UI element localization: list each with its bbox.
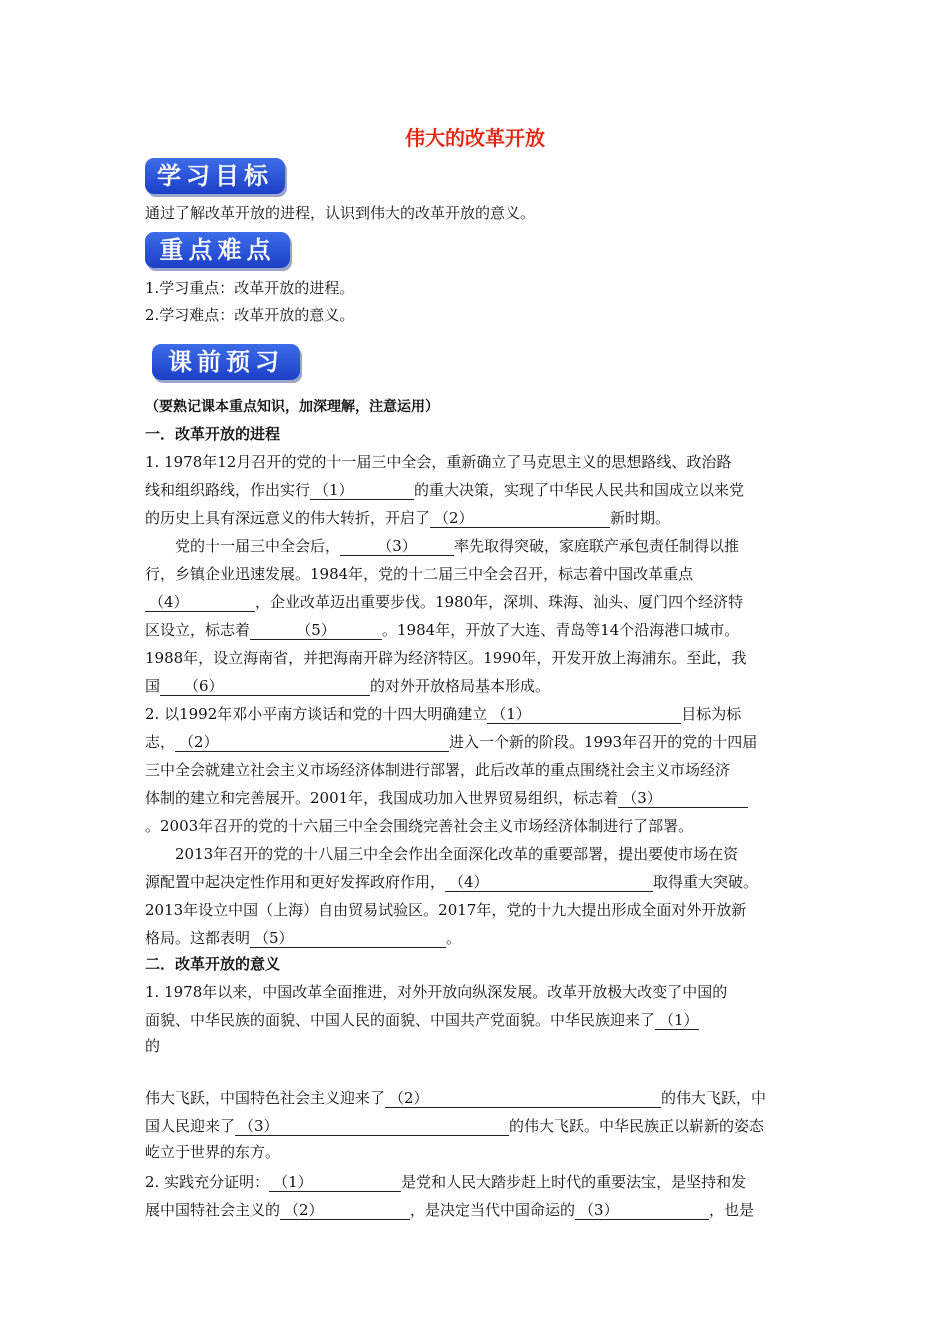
fill-blank-3[interactable]: （3） <box>235 1117 509 1136</box>
p5-line-2 <box>145 1010 699 1030</box>
fill-blank-4[interactable]: （4） <box>445 873 653 892</box>
text: 展中国特社会主义的 <box>145 1201 281 1219</box>
text: 伟大飞跃，中国特色社会主义迎来了 <box>145 1089 386 1107</box>
p2-line-5: 1988年，设立海南省，并把海南开辟为经济特区。1990年，开发开放上海浦东。至此，我 <box>145 649 747 667</box>
fill-blank-1[interactable]: （1） <box>487 705 681 724</box>
p2-line-6 <box>145 676 550 696</box>
text: 2. 实践充分证明： <box>145 1173 270 1191</box>
text: 格局。这都表明 <box>145 929 251 947</box>
p1-line-3 <box>145 508 670 528</box>
fill-blank-1[interactable]: （1） <box>655 1011 699 1030</box>
section-2-heading: 二．改革开放的意义 <box>145 955 281 973</box>
text: 的对外开放格局基本形成。 <box>370 677 551 695</box>
p2-line-2: 行，乡镇企业迅速发展。1984年，党的十二届三中全会召开，标志着中国改革重点 <box>145 565 694 583</box>
text: 的伟大飞跃。中华民族正以崭新的姿态 <box>509 1117 765 1135</box>
p4-line-2 <box>145 872 758 892</box>
p3-line-3: 三中全会就建立社会主义市场经济体制进行部署，此后改革的重点围绕社会主义市场经济 <box>145 761 731 779</box>
text: 的伟大飞跃，中 <box>661 1089 767 1107</box>
fill-blank-2[interactable]: （2） <box>280 1201 410 1220</box>
fill-blank-5[interactable]: （5） <box>250 621 382 640</box>
p1-line-2 <box>145 480 744 500</box>
goals-text: 通过了解改革开放的进程，认识到伟大的改革开放的意义。 <box>145 204 536 222</box>
text: 的历史上具有深远意义的伟大转折，开启了 <box>145 509 431 527</box>
fill-blank-2[interactable]: （2） <box>175 733 449 752</box>
p4-line-4 <box>145 928 461 948</box>
text: 是党和人民大踏步赶上时代的重要法宝，是坚持和发 <box>401 1173 747 1191</box>
p6-line-1 <box>145 1172 746 1192</box>
text: 进入一个新的阶段。1993年召开的党的十四届 <box>449 733 758 751</box>
text: 国 <box>145 677 161 695</box>
banner-preview: 课前预习 <box>152 344 300 380</box>
p4-line-1: 2013年召开的党的十八届三中全会作出全面深化改革的重要部署，提出要使市场在资 <box>175 845 739 863</box>
p6-line-2 <box>145 1200 754 1220</box>
text: 面貌、中华民族的面貌、中国人民的面貌、中国共产党面貌。中华民族迎来了 <box>145 1011 656 1029</box>
fill-blank-1[interactable]: （1） <box>269 1173 401 1192</box>
fill-blank-3[interactable]: （3） <box>575 1201 709 1220</box>
fill-blank-4[interactable]: （4） <box>145 593 255 612</box>
text: 线和组织路线，作出实行 <box>145 481 311 499</box>
text: ，是决定当代中国命运的 <box>410 1201 576 1219</box>
fill-blank-2[interactable]: （2） <box>430 509 610 528</box>
p2-line-4 <box>145 620 739 640</box>
p5-line-1: 1. 1978年以来，中国改革全面推进，对外开放向纵深发展。改革开放极大改变了中国的 <box>145 983 728 1001</box>
p1-line-1: 1. 1978年12月召开的党的十一届三中全会，重新确立了马克思主义的思想路线、政治路 <box>145 453 732 471</box>
p2-line-1 <box>175 536 739 556</box>
text: 的重大决策，实现了中华民人民共和国成立以来党 <box>414 481 745 499</box>
p2-line-3 <box>145 592 743 612</box>
text: 志， <box>145 733 176 751</box>
p5-line-4 <box>145 1088 766 1108</box>
fill-blank-5[interactable]: （5） <box>250 929 446 948</box>
text: 国人民迎来了 <box>145 1117 236 1135</box>
p4-line-3: 2013年设立中国（上海）自由贸易试验区。2017年，党的十九大提出形成全面对外开放新 <box>145 901 747 919</box>
banner-learning-goals: 学习目标 <box>145 158 285 194</box>
text: 率先取得突破，家庭联产承包责任制得以推 <box>454 537 740 555</box>
text: 党的十一届三中全会后， <box>175 537 341 555</box>
p3-line-4 <box>145 788 748 808</box>
keypoint-item-1: 1.学习重点：改革开放的进程。 <box>145 279 355 297</box>
banner-key-points: 重点难点 <box>145 232 290 268</box>
text: ，也是 <box>709 1201 755 1219</box>
p3-line-2 <box>145 732 757 752</box>
p5-line-6: 屹立于世界的东方。 <box>145 1143 281 1161</box>
p5-line-5 <box>145 1116 764 1136</box>
text: 源配置中起决定性作用和更好发挥政府作用， <box>145 873 446 891</box>
section-1-heading: 一．改革开放的进程 <box>145 425 281 443</box>
fill-blank-1[interactable]: （1） <box>310 481 414 500</box>
text: 新时期。 <box>610 509 671 527</box>
text: 目标为标 <box>681 705 742 723</box>
text: 体制的建立和完善展开。2001年，我国成功加入世界贸易组织，标志着 <box>145 789 619 807</box>
fill-blank-3[interactable]: （3） <box>618 789 748 808</box>
text: 。 <box>446 929 462 947</box>
text: 2. 以1992年邓小平南方谈话和党的十四大明确建立 <box>145 705 488 723</box>
keypoint-item-2: 2.学习难点：改革开放的意义。 <box>145 306 355 324</box>
p3-line-5: 。2003年召开的党的十六届三中全会围绕完善社会主义市场经济体制进行了部署。 <box>145 817 694 835</box>
text: 。1984年，开放了大连、青岛等14个沿海港口城市。 <box>382 621 740 639</box>
p5-line-3: 的 <box>145 1037 161 1055</box>
page-title: 伟大的改革开放 <box>405 126 545 150</box>
text: ，企业改革迈出重要步伐。1980年，深圳、珠海、汕头、厦门四个经济特 <box>255 593 744 611</box>
text: 区设立，标志着 <box>145 621 251 639</box>
fill-blank-6[interactable]: （6） <box>160 677 370 696</box>
preview-note: （要熟记课本重点知识，加深理解，注意运用） <box>145 399 439 415</box>
fill-blank-2[interactable]: （2） <box>385 1089 661 1108</box>
fill-blank-3[interactable]: （3） <box>340 537 454 556</box>
text: 取得重大突破。 <box>653 873 759 891</box>
p3-line-1 <box>145 704 741 724</box>
